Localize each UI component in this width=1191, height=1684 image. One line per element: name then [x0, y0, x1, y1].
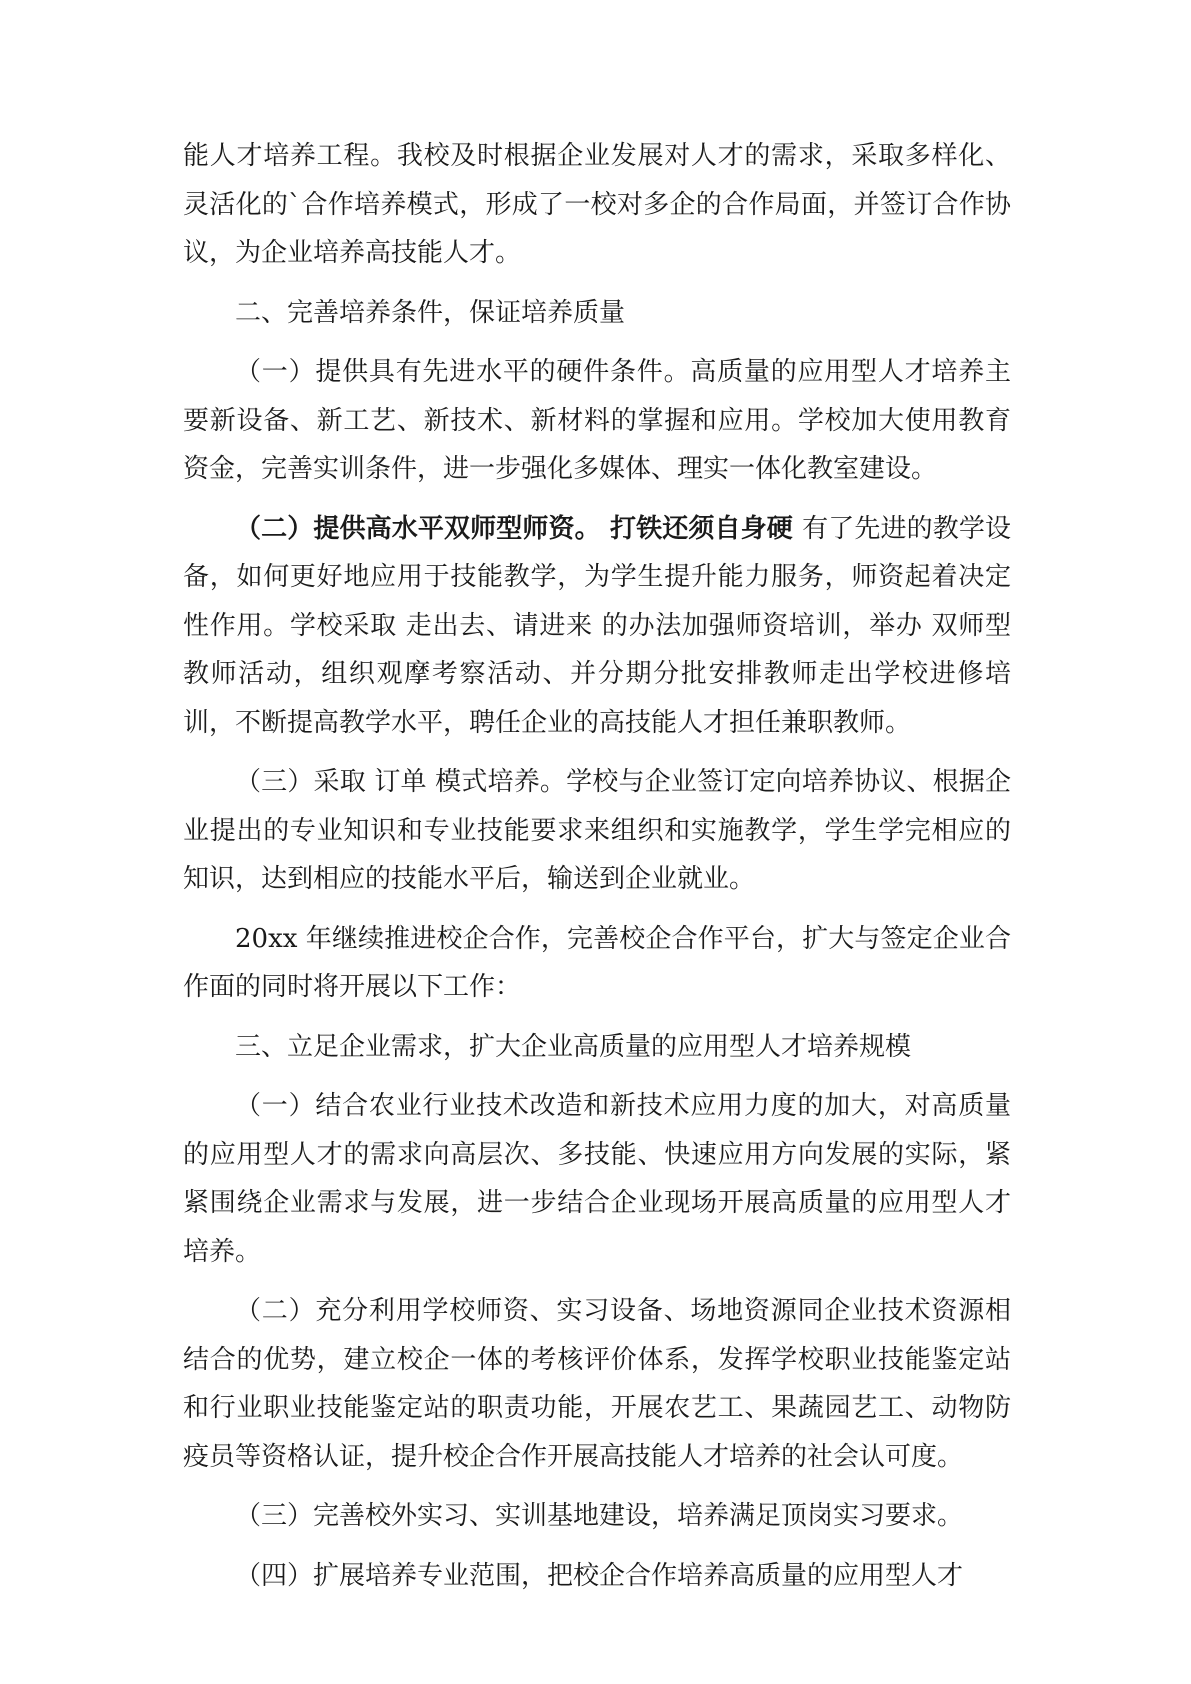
paragraph-year-plan: 20xx 年继续推进校企合作，完善校企合作平台，扩大与签定企业合作面的同时将开展以下工作： — [183, 923, 1011, 1002]
paragraph-dual-teachers-lead: （二）提供高水平双师型师资。 打铁还须自身硬 — [235, 513, 803, 544]
paragraph-dual-teachers — [183, 505, 1011, 748]
paragraph-resources: （二）充分利用学校师资、实习设备、场地资源同企业技术资源相结合的优势，建立校企一体的考核评价体系，发挥学校职业技能鉴定站和行业职业技能鉴定站的职责功能，开展农艺工、果蔬园艺工、动物防疫员等资格认证，提升校企合作开展高技能人才培养的社会认可度。 — [183, 1296, 1011, 1472]
section-heading-3: 三、立足企业需求，扩大企业高质量的应用型人才培养规模 — [235, 1031, 912, 1062]
paragraph-order-training: （三）采取 订单 模式培养。学校与企业签订定向培养协议、根据企业提出的专业知识和专业技能要求来组织和实施教学，学生学完相应的知识，达到相应的技能水平后，输送到企业就业。 — [183, 767, 1011, 894]
paragraph-expand-scope: （四）扩展培养专业范围，把校企合作培养高质量的应用型人才 — [235, 1560, 964, 1591]
paragraph-industry-needs: （一）结合农业行业技术改造和新技术应用力度的加大，对高质量的应用型人才的需求向高层次、多技能、快速应用方向发展的实际，紧紧围绕企业需求与发展，进一步结合企业现场开展高质量的应用型人才培养。 — [183, 1091, 1011, 1267]
document-body — [183, 132, 1011, 1611]
paragraph-continuation: 能人才培养工程。我校及时根据企业发展对人才的需求，采取多样化、灵活化的`合作培养模式，形成了一校对多企的合作局面，并签订合作协议，为企业培养高技能人才。 — [183, 141, 1011, 268]
section-heading-2: 二、完善培养条件，保证培养质量 — [235, 297, 626, 328]
paragraph-hardware-conditions: （一）提供具有先进水平的硬件条件。高质量的应用型人才培养主要新设备、新工艺、新技术、新材料的掌握和应用。学校加大使用教育资金，完善实训条件，进一步强化多媒体、理实一体化教室建设。 — [183, 357, 1011, 484]
paragraph-internship-bases: （三）完善校外实习、实训基地建设，培养满足顶岗实习要求。 — [235, 1501, 964, 1531]
paragraph-dual-teachers-body: 有了先进的教学设备，如何更好地应用于技能教学，为学生提升能力服务，师资起着决定性作用。学校采取 走出去、请进来 的办法加强师资培训，举办 双师型 教师活动，组织观摩考察活动、并分期分批安排教师走出学校进修培训，不断提高教学水平，聘任企业的高技能人才担任兼职教师。 — [183, 513, 1011, 738]
